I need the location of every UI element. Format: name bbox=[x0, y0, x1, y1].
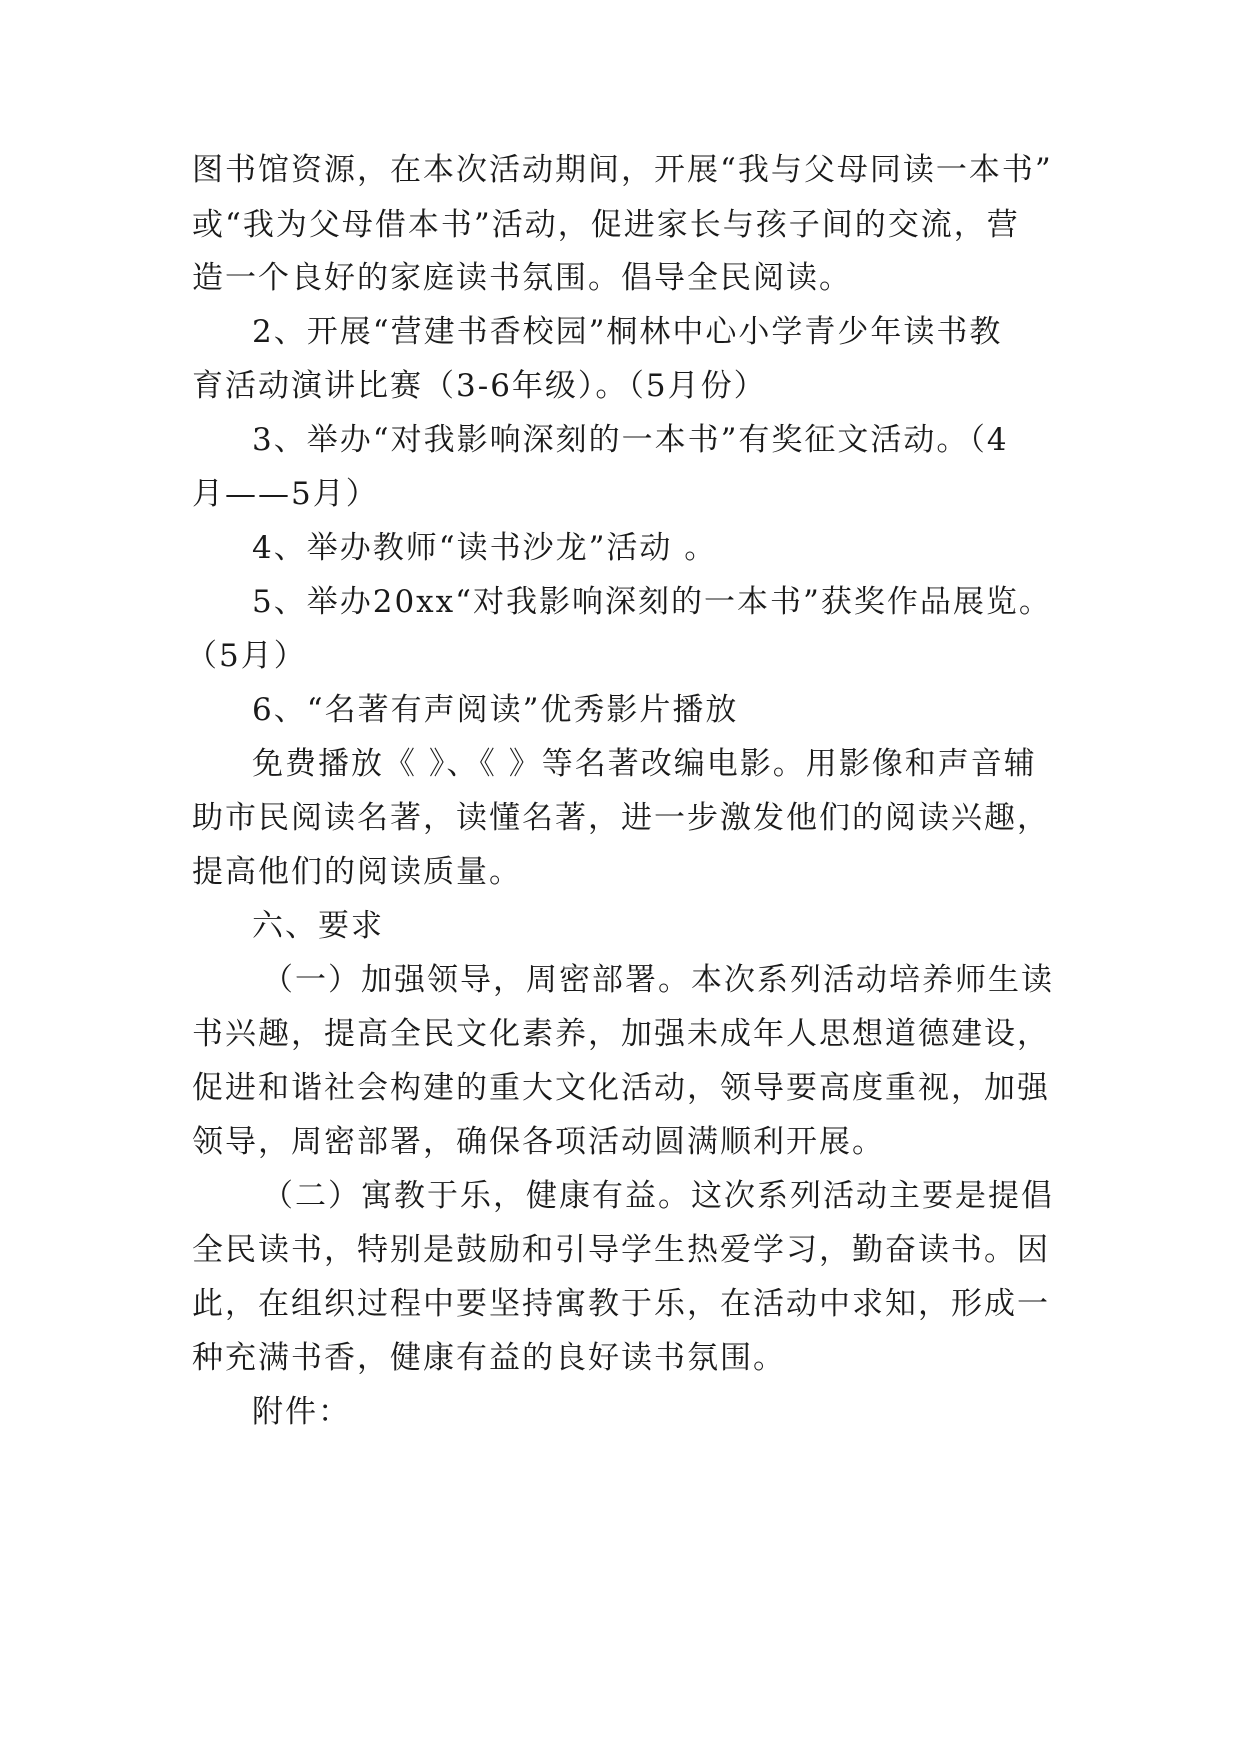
text-line: 5、举办20xx“对我影响深刻的一本书”获奖作品展览。 bbox=[252, 584, 1052, 620]
text-line: 育活动演讲比赛（3-6年级）。（5月份） bbox=[192, 368, 767, 404]
text-line: 图书馆资源，在本次活动期间，开展“我与父母同读一本书” bbox=[192, 152, 1053, 188]
section-heading: 六、要求 bbox=[252, 908, 384, 944]
text-line: 促进和谐社会构建的重大文化活动，领导要高度重视，加强 bbox=[192, 1070, 1050, 1106]
text-line: 或“我为父母借本书”活动，促进家长与孩子间的交流，营 bbox=[192, 207, 1020, 243]
text-line: 种充满书香，健康有益的良好读书氛围。 bbox=[192, 1340, 786, 1376]
text-line: （二）寓教于乐，健康有益。这次系列活动主要是提倡 bbox=[262, 1178, 1054, 1214]
text-line: （一）加强领导，周密部署。本次系列活动培养师生读 bbox=[262, 962, 1054, 998]
text-line: 免费播放《 》、《 》等名著改编电影。用影像和声音辅 bbox=[252, 746, 1037, 782]
text-line: 领导，周密部署，确保各项活动圆满顺利开展。 bbox=[192, 1124, 885, 1160]
text-line: 月——5月） bbox=[192, 476, 379, 512]
text-line: 助市民阅读名著，读懂名著，进一步激发他们的阅读兴趣， bbox=[192, 800, 1050, 836]
text-line: 书兴趣，提高全民文化素养，加强未成年人思想道德建设， bbox=[192, 1016, 1050, 1052]
text-line: 提高他们的阅读质量。 bbox=[192, 854, 522, 890]
text-line: 2、开展“营建书香校园”桐林中心小学青少年读书教 bbox=[252, 314, 1003, 350]
text-line: 4、举办教师“读书沙龙”活动 。 bbox=[252, 530, 718, 566]
attachment-label: 附件： bbox=[252, 1394, 351, 1430]
text-line: 6、“名著有声阅读”优秀影片播放 bbox=[252, 692, 739, 728]
text-line: （5月） bbox=[186, 638, 307, 674]
text-line: 此，在组织过程中要坚持寓教于乐，在活动中求知，形成一 bbox=[192, 1286, 1050, 1322]
text-line: 全民读书，特别是鼓励和引导学生热爱学习，勤奋读书。因 bbox=[192, 1232, 1050, 1268]
text-line: 造一个良好的家庭读书氛围。倡导全民阅读。 bbox=[192, 260, 852, 296]
text-line: 3、举办“对我影响深刻的一本书”有奖征文活动。（4 bbox=[252, 422, 1009, 458]
